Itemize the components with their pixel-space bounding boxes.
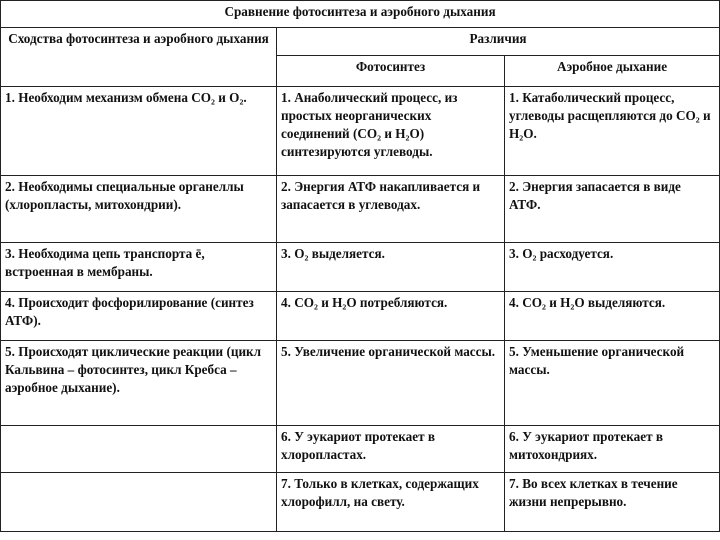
photosynthesis-cell: 2. Энергия АТФ накапливается и запасается в углеводах.	[277, 176, 505, 243]
table-row	[1, 243, 720, 292]
similarity-cell: 2. Необходимы специальные органеллы (хлоропласты, митохондрии).	[1, 176, 277, 243]
respiration-cell: 3. О₂ расходуется.	[505, 243, 720, 292]
header-similarities: Сходства фотосинтеза и аэробного дыхания	[1, 28, 277, 87]
respiration-cell: 2. Энергия запасается в виде АТФ.	[505, 176, 720, 243]
header-respiration: Аэробное дыхание	[505, 56, 720, 87]
table-row	[1, 473, 720, 532]
header-differences: Различия	[277, 28, 720, 56]
table-row	[1, 292, 720, 341]
photosynthesis-cell: 1. Анаболический процесс, из простых неорганических соединений (СО₂ и Н₂О) синтезируются углеводы.	[277, 87, 505, 176]
header-photosynthesis: Фотосинтез	[277, 56, 505, 87]
respiration-cell: 1. Катаболический процесс, углеводы расщепляются до СО₂ и Н₂О.	[505, 87, 720, 176]
empty-similarity-cell	[1, 426, 277, 473]
table-row	[1, 341, 720, 426]
respiration-cell: 4. СО₂ и Н₂О выделяются.	[505, 292, 720, 341]
table-row	[1, 176, 720, 243]
respiration-cell: 7. Во всех клетках в течение жизни непрерывно.	[505, 473, 720, 532]
photosynthesis-cell: 4. СО₂ и Н₂О потребляются.	[277, 292, 505, 341]
photosynthesis-cell: 7. Только в клетках, содержащих хлорофилл, на свету.	[277, 473, 505, 532]
similarity-cell: 1. Необходим механизм обмена СО₂ и О₂.	[1, 87, 277, 176]
table-row	[1, 87, 720, 176]
photosynthesis-cell: 3. О₂ выделяется.	[277, 243, 505, 292]
similarity-cell: 5. Происходят циклические реакции (цикл Кальвина – фотосинтез, цикл Кребса – аэробное дыхание).	[1, 341, 277, 426]
respiration-cell: 5. Уменьшение органической массы.	[505, 341, 720, 426]
respiration-cell: 6. У эукариот протекает в митохондриях.	[505, 426, 720, 473]
photosynthesis-cell: 6. У эукариот протекает в хлоропластах.	[277, 426, 505, 473]
empty-similarity-cell	[1, 473, 277, 532]
similarity-cell: 3. Необходима цепь транспорта ē, встроенная в мембраны.	[1, 243, 277, 292]
similarity-cell: 4. Происходит фосфорилирование (синтез АТФ).	[1, 292, 277, 341]
table-title: Сравнение фотосинтеза и аэробного дыхания	[1, 1, 720, 28]
table-row	[1, 426, 720, 473]
photosynthesis-cell: 5. Увеличение органической массы.	[277, 341, 505, 426]
